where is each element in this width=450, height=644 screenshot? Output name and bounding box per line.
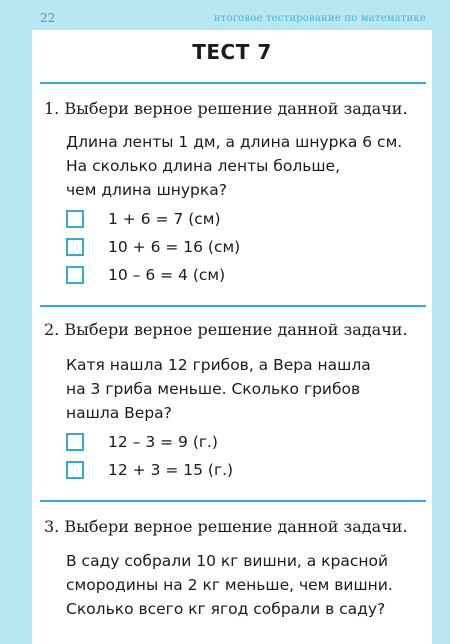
option-text: 12 – 3 = 9 (г.) (108, 433, 218, 451)
question-1-option-1 (66, 207, 221, 231)
question-3-text (66, 549, 428, 621)
answer-checkbox[interactable] (66, 433, 84, 451)
option-text: 10 + 6 = 16 (см) (108, 238, 241, 256)
question-2-text (66, 353, 428, 425)
option-text: 1 + 6 = 7 (см) (108, 210, 221, 228)
question-1-heading: 1. Выбери верное решение данной задачи. (44, 99, 408, 118)
question-2-option-2 (66, 458, 233, 482)
test-title: ТЕСТ 7 (192, 40, 272, 64)
option-text: 10 – 6 = 4 (см) (108, 266, 226, 284)
question-2-heading: 2. Выбери верное решение данной задачи. (44, 320, 408, 339)
answer-checkbox[interactable] (66, 266, 84, 284)
question-3-heading: 3. Выбери верное решение данной задачи. (44, 517, 408, 536)
worksheet (32, 30, 432, 644)
question-2-line: Катя нашла 12 грибов, а Вера нашла (66, 356, 371, 374)
answer-checkbox[interactable] (66, 461, 84, 479)
separator-line (40, 82, 426, 84)
answer-checkbox[interactable] (66, 238, 84, 256)
question-3-line: смородины на 2 кг меньше, чем вишни. (66, 576, 393, 594)
question-1-line: чем длина шнурка? (66, 181, 227, 199)
question-2-line: нашла Вера? (66, 404, 172, 422)
separator-line (40, 305, 426, 307)
separator-line (40, 500, 426, 502)
question-3-line: В саду собрали 10 кг вишни, а красной (66, 552, 389, 570)
question-3-line: Сколько всего кг ягод собрали в саду? (66, 600, 386, 618)
option-text: 12 + 3 = 15 (г.) (108, 461, 234, 479)
question-2-option-1 (66, 430, 218, 454)
question-1-option-2 (66, 235, 240, 259)
question-2-line: на 3 гриба меньше. Сколько грибов (66, 380, 361, 398)
question-1-line: На сколько длина ленты больше, (66, 157, 341, 175)
page-number: 22 (40, 11, 56, 25)
page-header (32, 8, 432, 30)
question-1-line: Длина ленты 1 дм, а длина шнурка 6 см. (66, 133, 403, 151)
question-1-option-3 (66, 263, 225, 287)
running-title: итоговое тестирование по математике (213, 13, 426, 24)
question-1-text (66, 130, 428, 202)
answer-checkbox[interactable] (66, 210, 84, 228)
